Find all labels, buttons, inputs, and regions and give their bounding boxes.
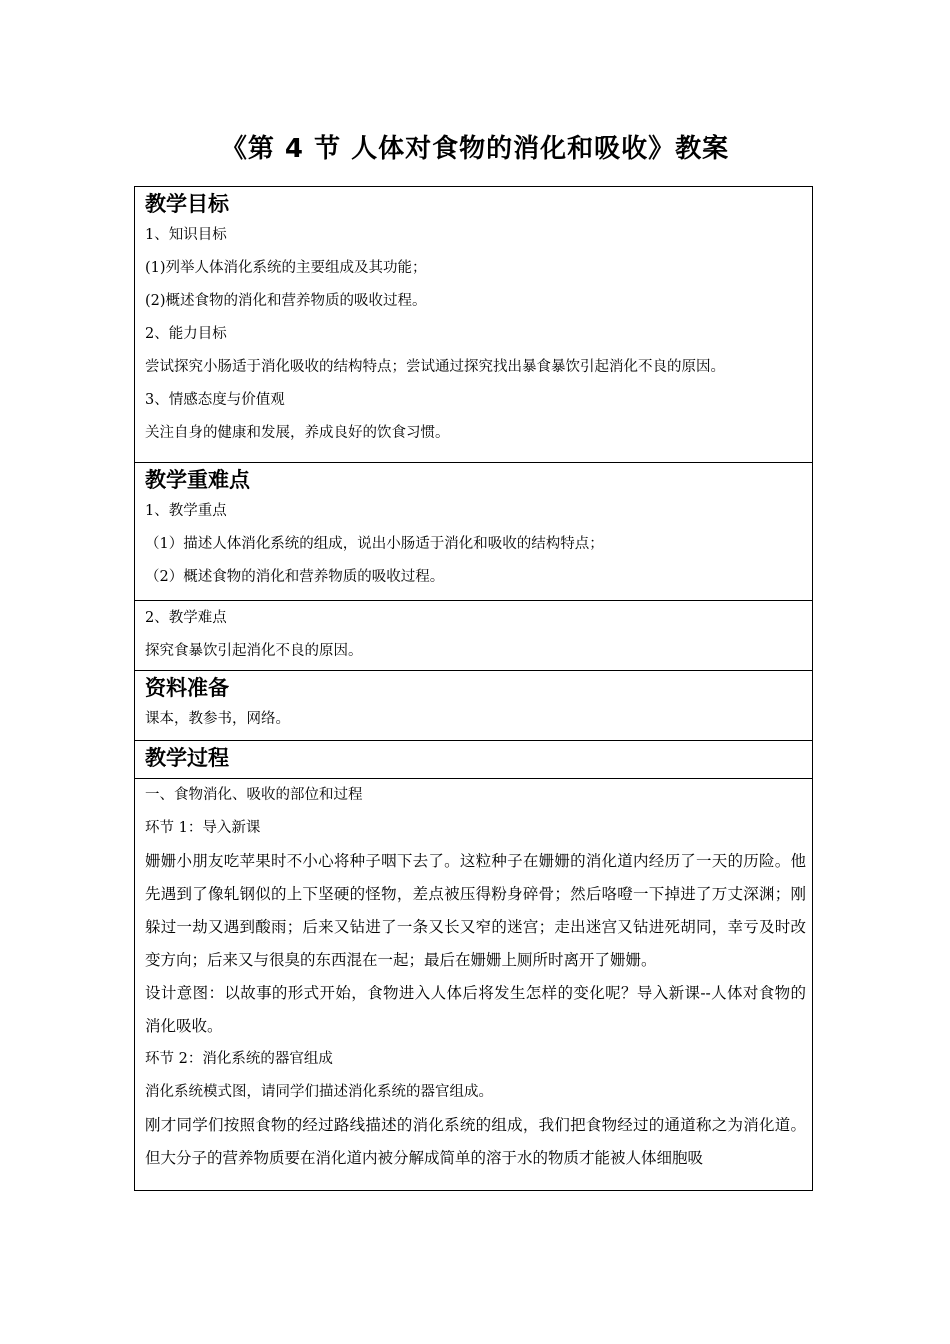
materials-line: 课本，教参书，网络。	[145, 711, 290, 727]
key-points-line: （2）概述食物的消化和营养物质的吸收过程。	[145, 569, 445, 585]
step1-title: 环节 1：导入新课	[145, 820, 261, 836]
difficulties-line: 2、教学难点	[145, 610, 227, 626]
step2-line: 消化系统模式图，请同学们描述消化系统的器官组成。	[145, 1084, 493, 1100]
story-paragraph: 姗姗小朋友吃苹果时不小心将种子咽下去了。这粒种子在姗姗的消化道内经历了一天的历险。他先遇到了像轧钢似的上下坚硬的怪物，差点被压得粉身碎骨；然后咯噔一下掉进了万丈深渊；刚躲过一劫又遇到酸雨；后来又钻进了一条又长又窄的迷宫；走出迷宫又钻进死胡同，幸亏及时改变方向；后来又与很臭的东西混在一起；最后在姗姗上厕所时离开了姗姗。	[145, 852, 806, 969]
objectives-line: 关注自身的健康和发展，养成良好的饮食习惯。	[145, 425, 450, 441]
objectives-line: 3、情感态度与价值观	[145, 392, 285, 408]
lesson-plan-table	[134, 186, 813, 1191]
process-body-section	[135, 779, 812, 1190]
key-points-section	[135, 463, 812, 601]
process-heading-section	[135, 741, 812, 779]
objectives-line: 尝试探究小肠适于消化吸收的结构特点；尝试通过探究找出暴食暴饮引起消化不良的原因。	[145, 359, 725, 375]
key-points-heading: 教学重难点	[145, 468, 250, 492]
process-section-title: 一、食物消化、吸收的部位和过程	[145, 787, 363, 803]
step2-title: 环节 2：消化系统的器官组成	[145, 1051, 333, 1067]
difficulties-section	[135, 601, 812, 671]
page-title: 《第 4 节 人体对食物的消化和吸收》教案	[220, 134, 730, 164]
objectives-line: (2)概述食物的消化和营养物质的吸收过程。	[145, 293, 427, 309]
key-points-line: 1、教学重点	[145, 503, 227, 519]
key-points-line: （1）描述人体消化系统的组成，说出小肠适于消化和吸收的结构特点；	[145, 536, 604, 552]
difficulties-line: 探究食暴饮引起消化不良的原因。	[145, 643, 363, 659]
materials-section	[135, 671, 812, 741]
process-heading: 教学过程	[145, 746, 229, 770]
objectives-section	[135, 187, 812, 463]
objectives-heading: 教学目标	[145, 192, 229, 216]
objectives-line: 2、能力目标	[145, 326, 227, 342]
materials-heading: 资料准备	[145, 676, 229, 700]
objectives-line: (1)列举人体消化系统的主要组成及其功能；	[145, 260, 427, 276]
design-intent-paragraph: 设计意图：以故事的形式开始，食物进入人体后将发生怎样的变化呢？导入新课--人体对食物的消化吸收。	[145, 984, 806, 1035]
step2-paragraph: 刚才同学们按照食物的经过路线描述的消化系统的组成，我们把食物经过的通道称之为消化道。但大分子的营养物质要在消化道内被分解成简单的溶于水的物质才能被人体细胞吸	[145, 1116, 806, 1167]
objectives-line: 1、知识目标	[145, 227, 227, 243]
